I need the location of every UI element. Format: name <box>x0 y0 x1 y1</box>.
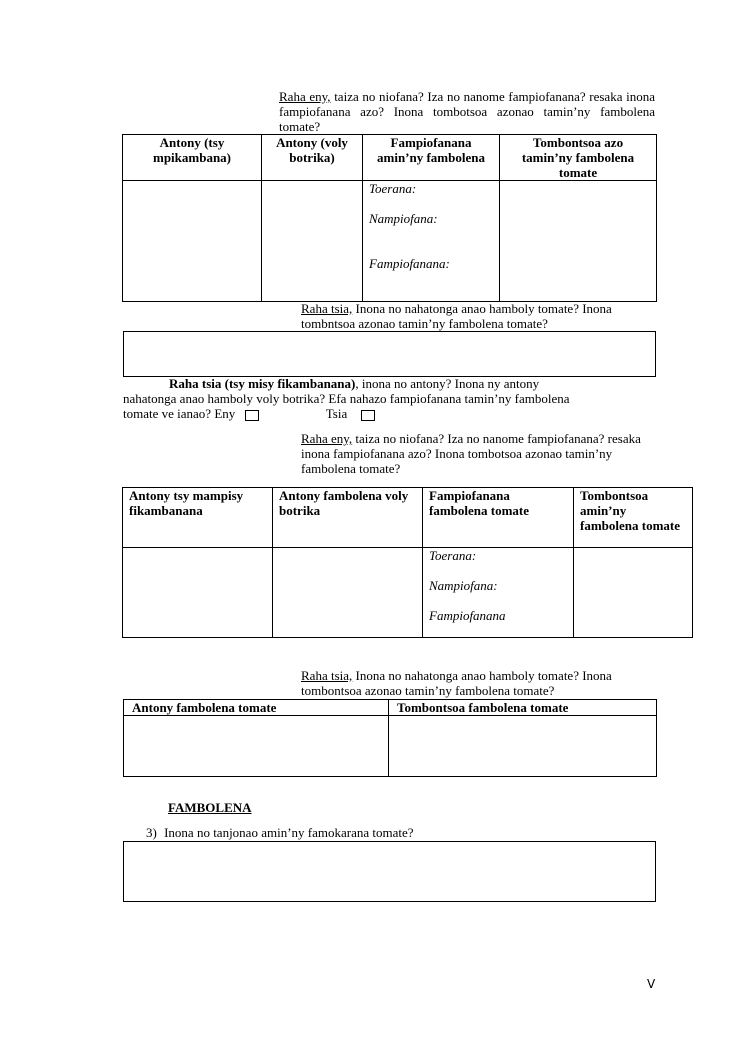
question-text: taiza no niofana? Iza no nanome fampiofanana? resaka inona fampiofanana azo? Inona tombotsoa azonao tamin’ny fambolena tomate? <box>279 89 656 134</box>
answer-box[interactable] <box>123 841 656 902</box>
column-header: Antony fambolena voly botrika <box>273 488 423 548</box>
raha-eny-label: Raha eny, <box>279 89 331 104</box>
question-text: taiza no niofana? Iza no nanome fampiofanana? resaka inona fampiofanana azo? Inona tombotsoa azonao tamin’ny fambolena tomate? <box>301 431 641 476</box>
question-text: Inona no nahatonga anao hamboly tomate? Inona tombntsoa azonao tamin’ny fambolena tomate? <box>301 301 612 331</box>
cell-line-nampiofana: Nampiofana: <box>429 578 498 593</box>
page-number: V <box>647 977 656 991</box>
raha-tsia-label: Raha tsia, <box>301 301 353 316</box>
cell-line-fampiofanana: Fampiofanana <box>429 608 506 623</box>
table-cell[interactable] <box>273 548 423 638</box>
raha-eny-label: Raha eny, <box>301 431 353 446</box>
checkbox-tsia[interactable] <box>361 410 375 421</box>
reasons-benefits-table <box>123 699 657 777</box>
question-raha-eny-1 <box>279 89 655 134</box>
question-3 <box>146 825 414 840</box>
column-header: Fampiofanana amin’ny fambolena <box>363 135 500 181</box>
column-header: Fampiofanana fambolena tomate <box>423 488 574 548</box>
answer-box[interactable] <box>123 331 656 377</box>
column-header: Antony (tsy mpikambana) <box>123 135 262 181</box>
table-cell[interactable] <box>574 548 693 638</box>
column-header: Tombontsoa azo tamin’ny fambolena tomate <box>500 135 657 181</box>
question-raha-tsia-1 <box>301 301 661 331</box>
table-cell[interactable] <box>262 181 363 302</box>
text-line-1: , inona no antony? Inona ny antony <box>355 376 540 391</box>
table-cell[interactable] <box>500 181 657 302</box>
cell-line-fampiofanana: Fampiofanana: <box>369 256 450 271</box>
cell-line-toerana: Toerana: <box>369 181 417 196</box>
section-heading-fambolena: FAMBOLENA <box>168 800 252 815</box>
text-line-2: nahatonga anao hamboly voly botrika? Efa nahazo fampiofanana tamin’ny fambolena <box>123 391 570 406</box>
column-header: Tombontsoa fambolena tomate <box>389 700 657 716</box>
bold-label: Raha tsia (tsy misy fikambanana) <box>169 376 356 391</box>
cell-line-toerana: Toerana: <box>429 548 477 563</box>
option-tsia-label: Tsia <box>325 406 348 421</box>
table-cell[interactable] <box>389 716 657 777</box>
cell-line-nampiofana: Nampiofana: <box>369 211 438 226</box>
column-header: Antony fambolena tomate <box>124 700 389 716</box>
table-cell[interactable] <box>123 181 262 302</box>
question-text: Inona no tanjonao amin’ny famokarana tomate? <box>164 825 414 840</box>
table-cell[interactable] <box>363 181 500 302</box>
text-line-3: tomate ve ianao? Eny <box>123 406 236 421</box>
table-cell[interactable] <box>124 716 389 777</box>
training-table-non-members <box>122 487 693 638</box>
paragraph-no-association <box>123 376 663 421</box>
table-cell[interactable] <box>423 548 574 638</box>
column-header: Antony (voly botrika) <box>262 135 363 181</box>
checkbox-eny[interactable] <box>245 410 259 421</box>
column-header: Tombontsoa amin’ny fambolena tomate <box>574 488 693 548</box>
question-raha-tsia-2 <box>301 668 661 698</box>
training-table-members <box>122 134 657 302</box>
column-header: Antony tsy mampisy fikambanana <box>123 488 273 548</box>
question-number: 3) <box>146 825 157 840</box>
question-text: Inona no nahatonga anao hamboly tomate? Inona tombontsoa azonao tamin’ny fambolena tomate? <box>301 668 612 698</box>
table-cell[interactable] <box>123 548 273 638</box>
question-raha-eny-2 <box>301 431 661 476</box>
raha-tsia-label: Raha tsia, <box>301 668 353 683</box>
